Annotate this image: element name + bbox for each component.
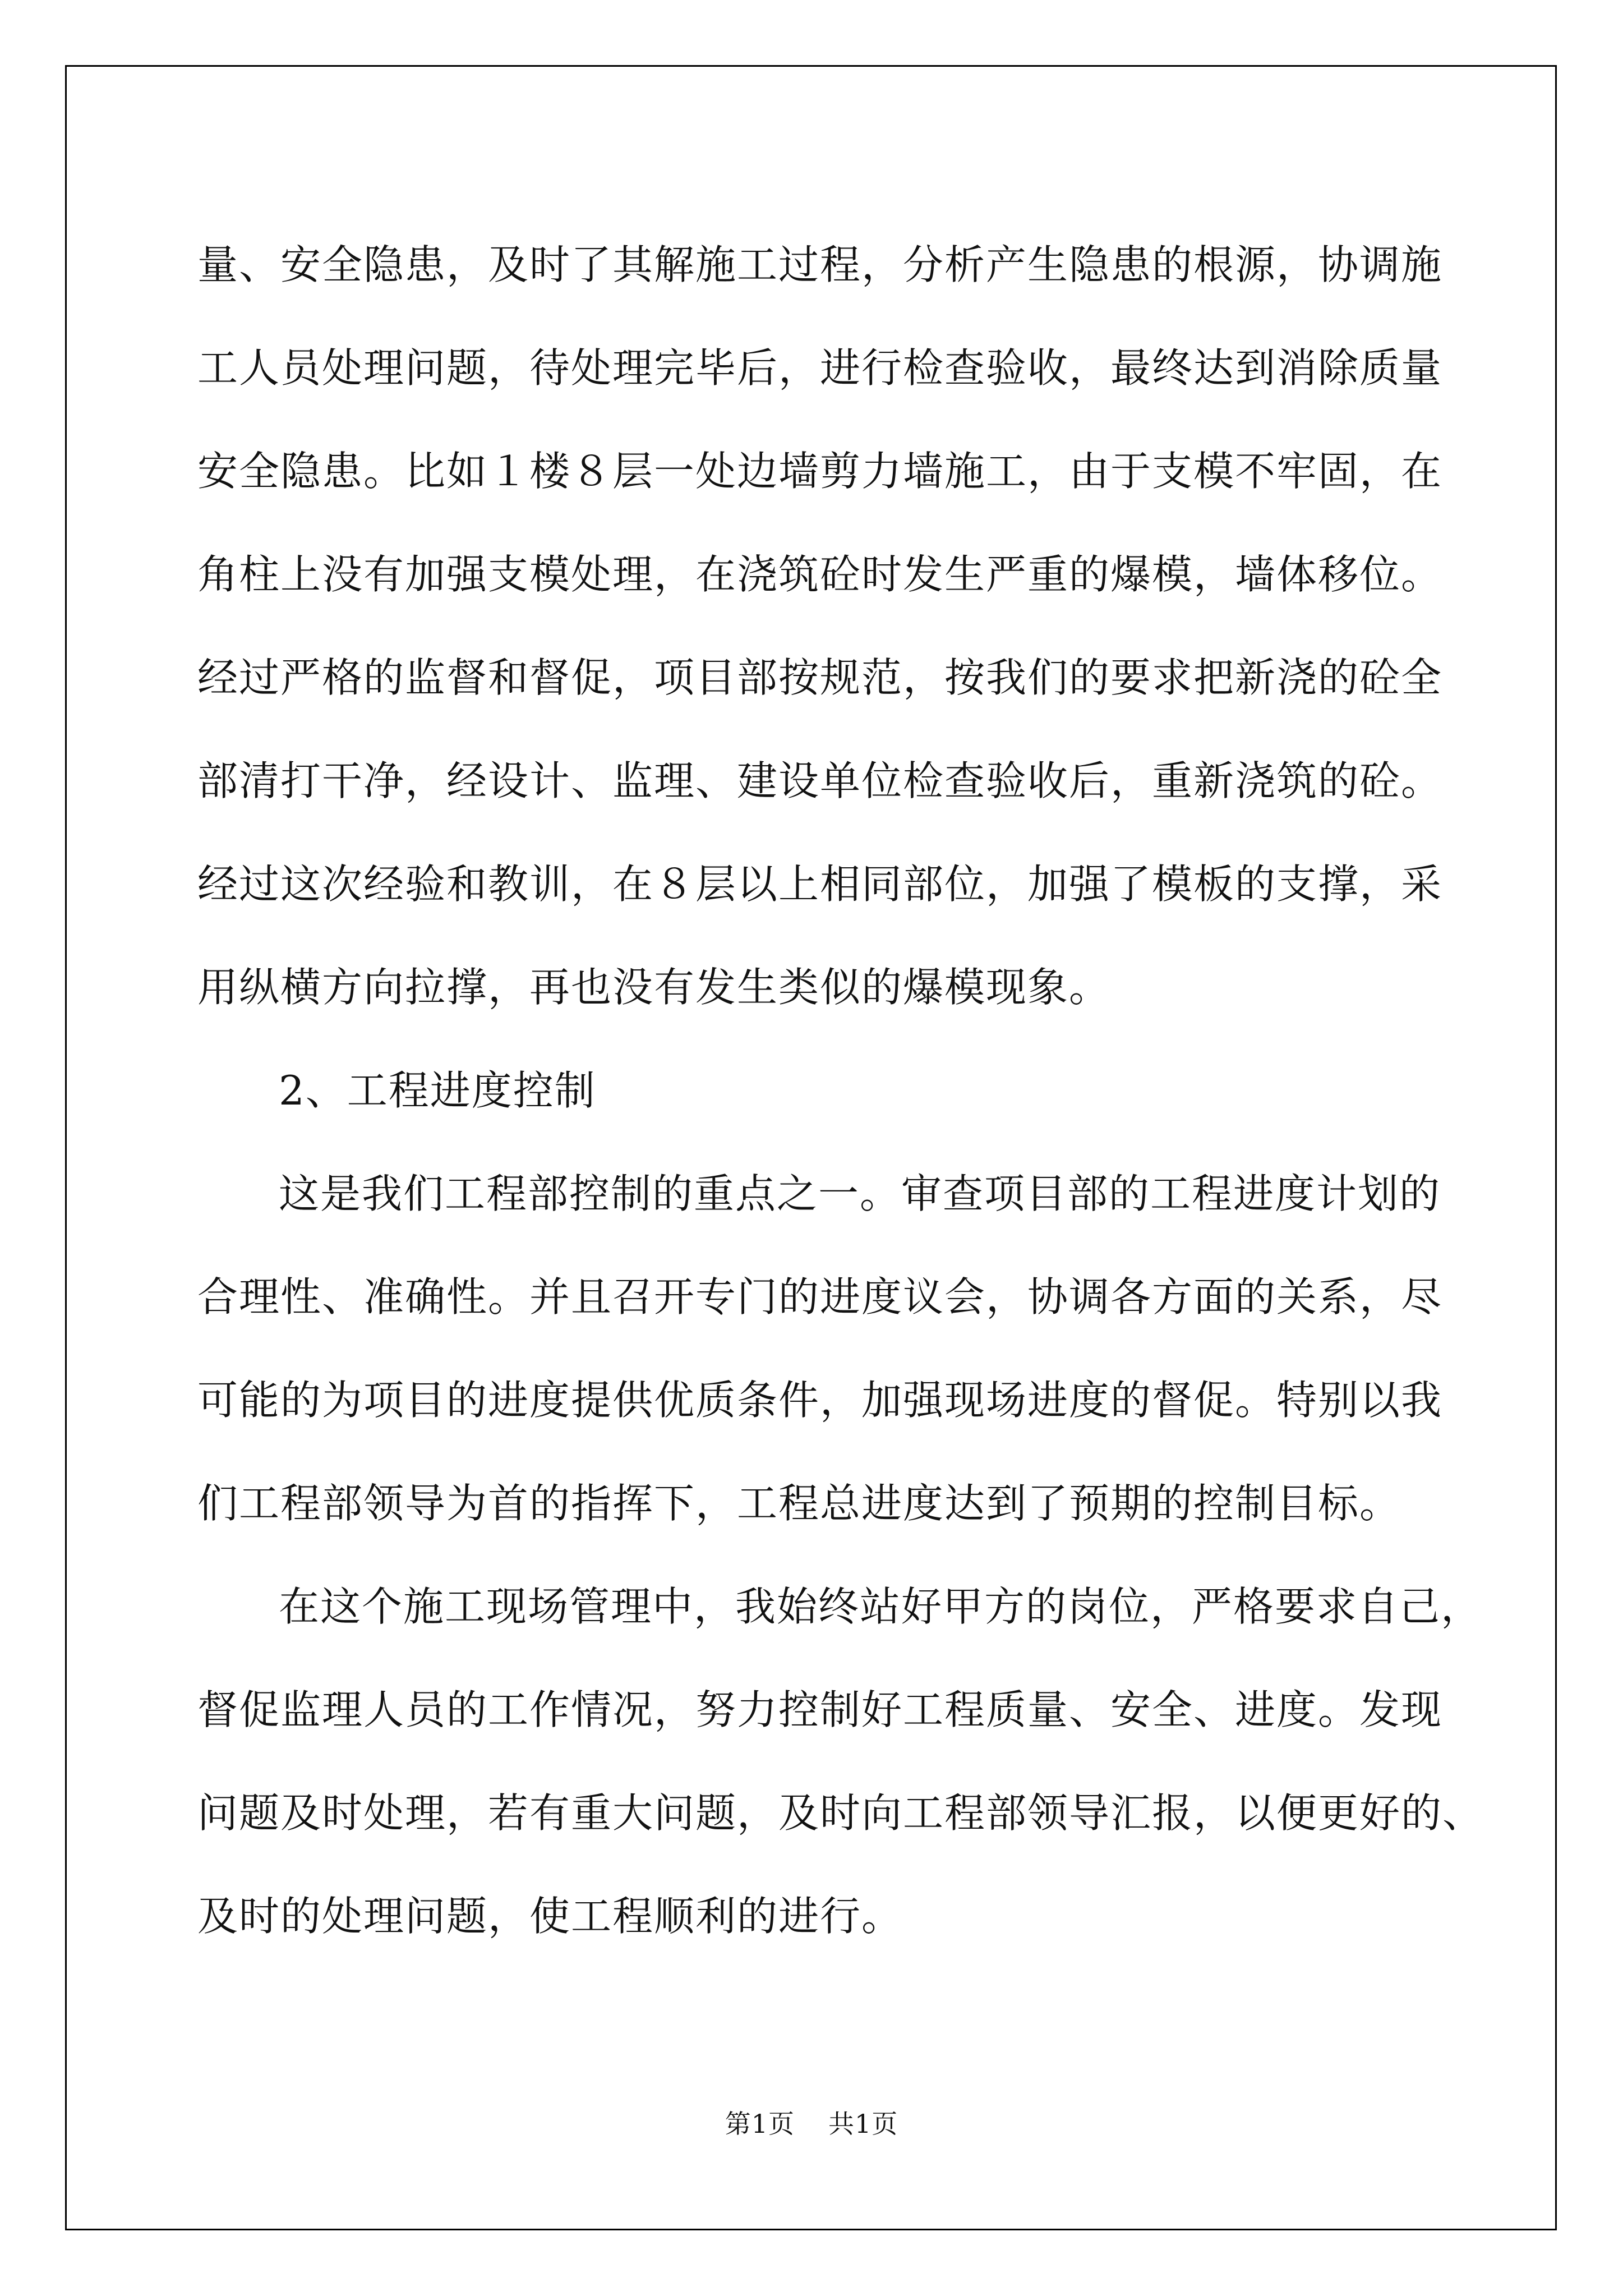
- text-line: 工人员处理问题，待处理完毕后，进行检查验收，最终达到消除质量: [197, 344, 1443, 392]
- section-heading: [197, 1039, 1431, 1142]
- text-line: 经过这次经验和教训，在８层以上相同部位，加强了模板的支撑，采: [197, 861, 1443, 908]
- heading-text: 2、工程进度控制: [279, 1067, 596, 1114]
- text-line: 经过严格的监督和督促，项目部按规范，按我们的要求把新浇的砼全: [197, 654, 1443, 701]
- text-line: 这是我们工程部控制的重点之一。审查项目部的工程进度计划的: [279, 1170, 1441, 1217]
- text-line: 合理性、准确性。并且召开专门的进度议会，协调各方面的关系，尽: [197, 1273, 1443, 1320]
- paragraph-site-management: [197, 1555, 1484, 1968]
- text-line: 问题及时处理，若有重大问题，及时向工程部领导汇报，以便更好的、: [197, 1789, 1484, 1837]
- page-total: 共1页: [828, 2109, 898, 2139]
- text-line: 督促监理人员的工作情况，努力控制好工程质量、安全、进度。发现: [197, 1686, 1443, 1733]
- paragraph-progress-control: [197, 1142, 1443, 1555]
- paragraph-quality-control: [197, 213, 1443, 1039]
- text-line: 可能的为项目的进度提供优质条件，加强现场进度的督促。特别以我: [197, 1377, 1443, 1424]
- document-body: [197, 213, 1484, 1968]
- text-line: 角柱上没有加强支模处理，在浇筑砼时发生严重的爆模，墙体移位。: [197, 551, 1443, 598]
- text-line: 量、安全隐患，及时了其解施工过程，分析产生隐患的根源，协调施: [197, 241, 1443, 288]
- text-line: 用纵横方向拉撑，再也没有发生类似的爆模现象。: [197, 964, 1111, 1011]
- page-footer: [0, 2104, 1623, 2141]
- text-line: 在这个施工现场管理中，我始终站好甲方的岗位，严格要求自己，: [279, 1583, 1483, 1630]
- text-line: 部清打干净，经设计、监理、建设单位检查验收后，重新浇筑的砼。: [197, 757, 1443, 804]
- text-line: 们工程部领导为首的指挥下，工程总进度达到了预期的控制目标。: [197, 1480, 1401, 1527]
- text-line: 及时的处理问题，使工程顺利的进行。: [197, 1893, 903, 1940]
- text-line: 安全隐患。比如１楼８层一处边墙剪力墙施工，由于支模不牢固，在: [197, 448, 1443, 495]
- page-number: 第1页: [725, 2109, 795, 2139]
